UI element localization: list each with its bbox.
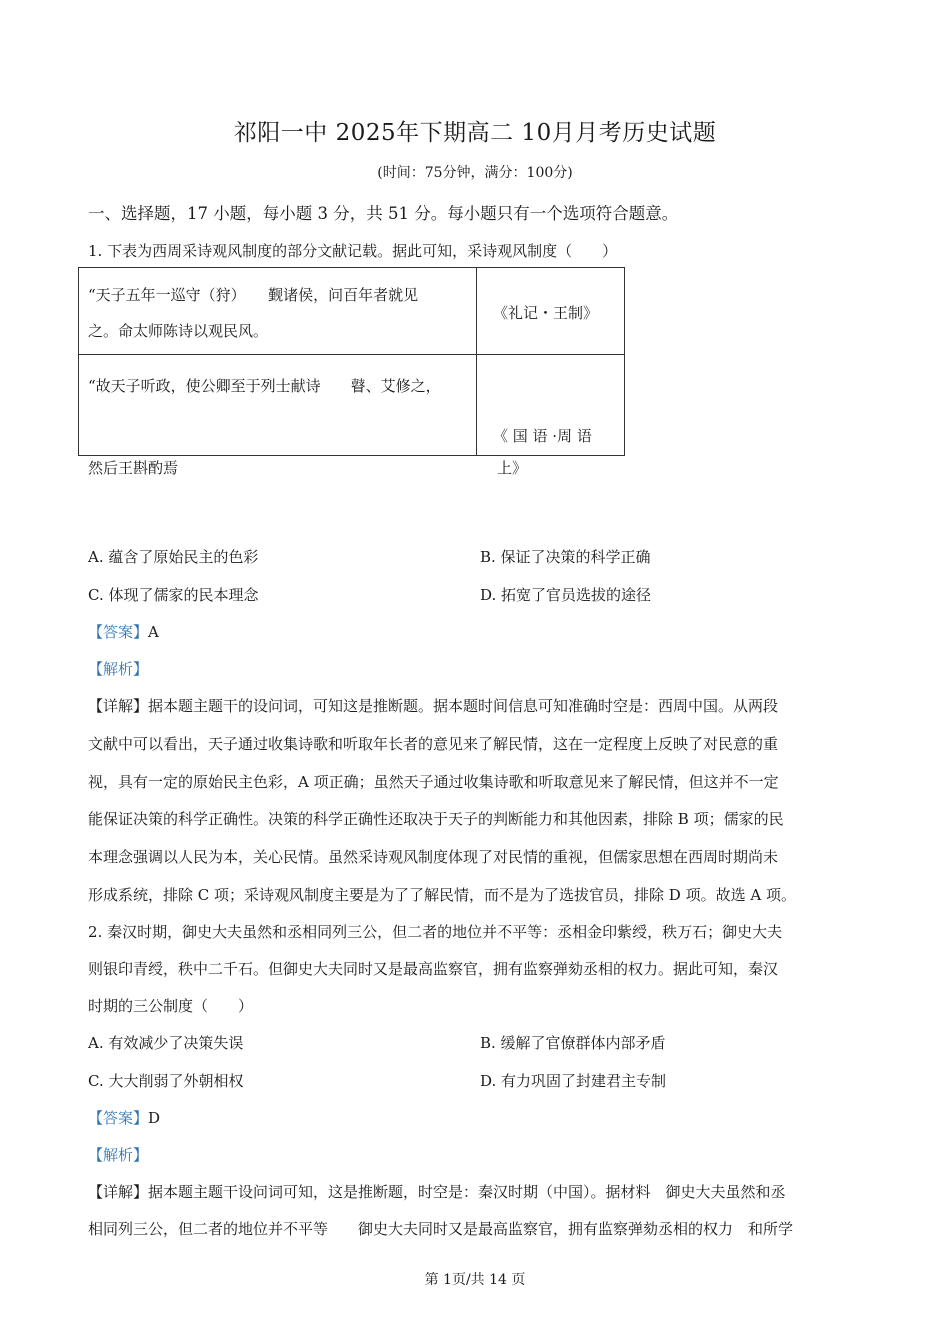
table-row-divider bbox=[79, 354, 624, 355]
answer-label: 【答案】 bbox=[88, 1109, 149, 1127]
table-cell-row2-text-line1: “故天子听政，使公卿至于列士献诗 瞽、艾修之， bbox=[88, 377, 441, 395]
table-cell-row2-text-line2: 然后王斟酌焉 bbox=[88, 459, 179, 477]
q1-option-a: A. 蕴含了原始民主的色彩 bbox=[88, 548, 259, 566]
q2-option-d: D. 有力巩固了封建君主专制 bbox=[480, 1072, 667, 1090]
detail-label: 【详解】 bbox=[88, 1183, 149, 1201]
page-title: 祁阳一中 2025年下期高二 10月月考历史试题 bbox=[233, 120, 717, 146]
answer-label: 【答案】 bbox=[88, 623, 149, 641]
exam-time-score: (时间：75分钟，满分：100分) bbox=[377, 165, 573, 181]
q1-detail-line5: 本理念强调以人民为本，关心民情。虽然采诗观风制度体现了对民情的重视，但儒家思想在西周时期尚未 bbox=[88, 848, 779, 866]
q2-option-c: C. 大大削弱了外朝相权 bbox=[88, 1072, 244, 1090]
q1-answer bbox=[88, 621, 159, 642]
q2-option-b: B. 缓解了官僚群体内部矛盾 bbox=[480, 1034, 666, 1052]
q2-option-a: A. 有效减少了决策失误 bbox=[88, 1034, 244, 1052]
q1-detail-line3: 视，具有一定的原始民主色彩，A 项正确；虽然天子通过收集诗歌和听取意见来了解民情，但这并不一定 bbox=[88, 773, 779, 791]
answer-value: A bbox=[148, 623, 159, 641]
answer-value: D bbox=[148, 1109, 161, 1127]
table-cell-row2-source-line1: 《 国 语 ·周 语 bbox=[493, 427, 592, 445]
q1-option-d: D. 拓宽了官员选拔的途径 bbox=[480, 586, 652, 604]
q1-analysis-label: 【解析】 bbox=[88, 660, 149, 678]
q2-answer bbox=[88, 1107, 160, 1128]
detail-text: 据本题主题干设问词可知，这是推断题，时空是：秦汉时期（中国）。据材料 御史大夫虽然和丞 bbox=[148, 1183, 786, 1201]
q1-detail-line6: 形成系统，排除 C 项；采诗观风制度主要是为了了解民情，而不是为了选拔官员，排除 D 项。故选 A 项。 bbox=[88, 886, 796, 904]
q2-stem-line2: 则银印青绶，秩中二千石。但御史大夫同时又是最高监察官，拥有监察弹劾丞相的权力。据此可知，秦汉 bbox=[88, 960, 779, 978]
q2-analysis-label: 【解析】 bbox=[88, 1146, 149, 1164]
detail-label: 【详解】 bbox=[88, 697, 149, 715]
detail-text: 据本题主题干的设问词，可知这是推断题。据本题时间信息可知准确时空是：西周中国。从两段 bbox=[148, 697, 779, 715]
table-cell-row1-text-line2: 之。命太师陈诗以观民风。 bbox=[88, 322, 269, 340]
q2-detail-line2: 相同列三公，但二者的地位并不平等 御史大夫同时又是最高监察官，拥有监察弹劾丞相的权力 和所学 bbox=[88, 1220, 794, 1238]
section-heading: 一、选择题，17 小题，每小题 3 分，共 51 分。每小题只有一个选项符合题意。 bbox=[88, 204, 679, 223]
q1-option-c: C. 体现了儒家的民本理念 bbox=[88, 586, 259, 604]
table-cell-row2-source-line2: 上》 bbox=[497, 459, 528, 477]
page-number: 第 1页/共 14 页 bbox=[424, 1272, 526, 1288]
q2-stem-line3: 时期的三公制度（ ） bbox=[88, 997, 254, 1015]
q2-stem-line1: 2. 秦汉时期，御史大夫虽然和丞相同列三公，但二者的地位并不平等：丞相金印紫绶，秩万石；御史大夫 bbox=[88, 923, 783, 941]
q1-option-b: B. 保证了决策的科学正确 bbox=[480, 548, 651, 566]
q2-detail-line1 bbox=[88, 1181, 786, 1202]
table-cell-row1-text-line1: “天子五年一巡守（狩） 觐诸侯，问百年者就见 bbox=[88, 286, 419, 304]
q1-detail-line4: 能保证决策的科学正确性。决策的科学正确性还取决于天子的判断能力和其他因素，排除 B 项；儒家的民 bbox=[88, 810, 784, 828]
q1-stem: 1. 下表为西周采诗观风制度的部分文献记载。据此可知，采诗观风制度（ ） bbox=[88, 242, 618, 260]
table-column-divider bbox=[476, 268, 477, 455]
q1-detail-line1 bbox=[88, 695, 778, 716]
table-cell-row1-source: 《礼记・王制》 bbox=[493, 304, 599, 322]
q1-detail-line2: 文献中可以看出，天子通过收集诗歌和听取年长者的意见来了解民情，这在一定程度上反映了对民意的重 bbox=[88, 735, 779, 753]
